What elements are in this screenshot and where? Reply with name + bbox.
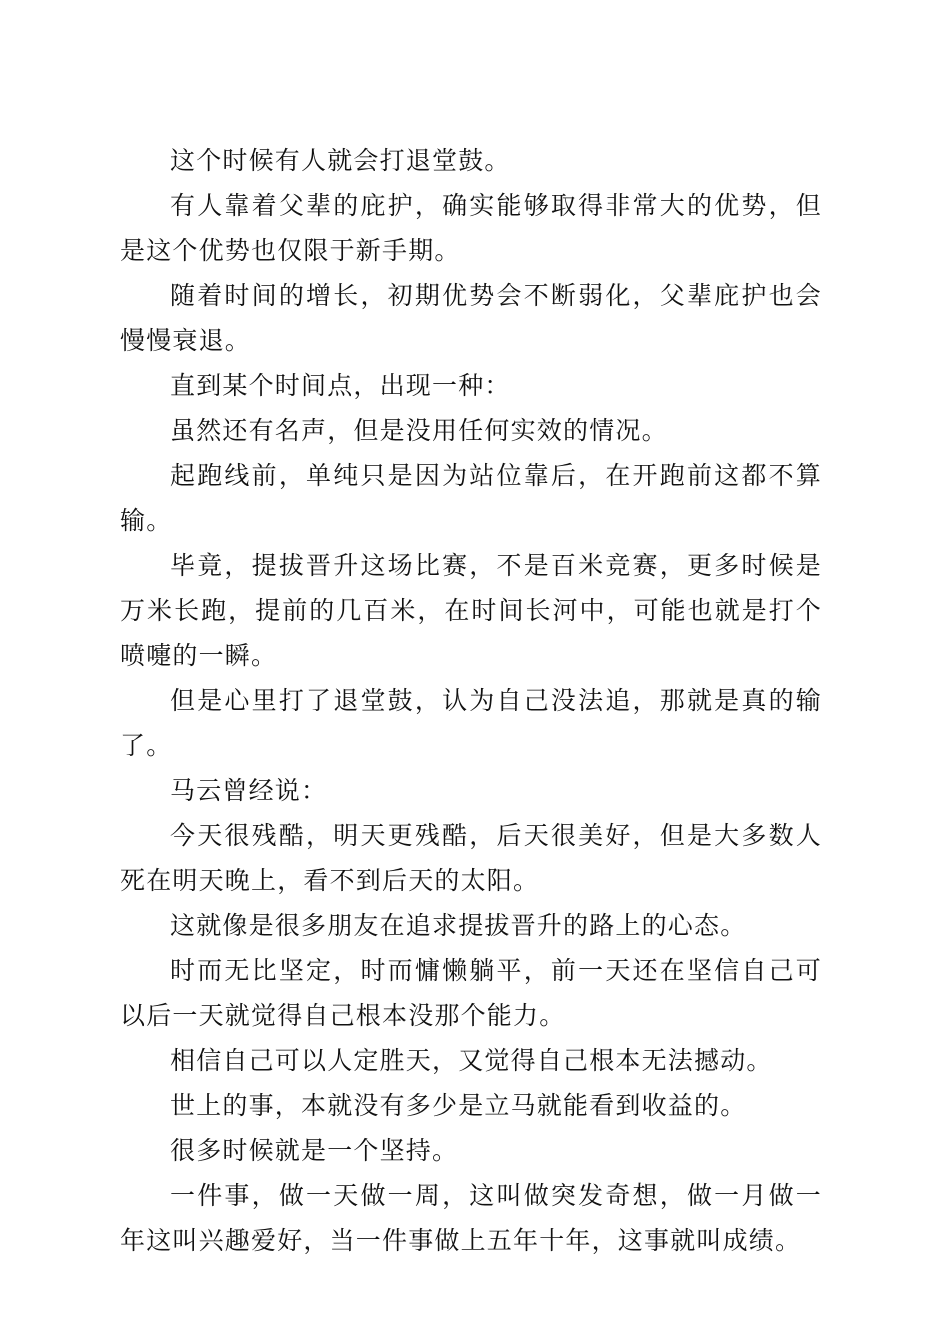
- article-body: [120, 138, 822, 1263]
- paragraph: 直到某个时间点，出现一种：: [170, 371, 511, 400]
- paragraph: 时而无比坚定，时而慵懒躺平，前一天还在坚信自己可以后一天就觉得自己根本没那个能力。: [120, 956, 822, 1030]
- paragraph: 这就像是很多朋友在追求提拔晋升的路上的心态。: [170, 911, 747, 940]
- paragraph: 很多时候就是一个坚持。: [170, 1136, 459, 1165]
- paragraph: 这个时候有人就会打退堂鼓。: [170, 146, 511, 175]
- paragraph: 毕竟，提拔晋升这场比赛，不是百米竞赛，更多时候是万米长跑，提前的几百米，在时间长河中，可能也就是打个喷嚏的一瞬。: [120, 551, 822, 670]
- paragraph: 有人靠着父辈的庇护，确实能够取得非常大的优势，但是这个优势也仅限于新手期。: [120, 191, 822, 265]
- paragraph: 一件事，做一天做一周，这叫做突发奇想，做一月做一年这叫兴趣爱好，当一件事做上五年十年，这事就叫成绩。: [120, 1181, 822, 1255]
- paragraph: 虽然还有名声，但是没用任何实效的情况。: [170, 416, 668, 445]
- paragraph: 起跑线前，单纯只是因为站位靠后，在开跑前这都不算输。: [120, 461, 822, 535]
- paragraph: 马云曾经说：: [170, 776, 328, 805]
- paragraph: 随着时间的增长，初期优势会不断弱化，父辈庇护也会慢慢衰退。: [120, 281, 822, 355]
- paragraph: 今天很残酷，明天更残酷，后天很美好，但是大多数人死在明天晚上，看不到后天的太阳。: [120, 821, 822, 895]
- paragraph: 相信自己可以人定胜天，又觉得自己根本无法撼动。: [170, 1046, 773, 1075]
- paragraph: 但是心里打了退堂鼓，认为自己没法追，那就是真的输了。: [120, 686, 822, 760]
- paragraph: 世上的事，本就没有多少是立马就能看到收益的。: [170, 1091, 747, 1120]
